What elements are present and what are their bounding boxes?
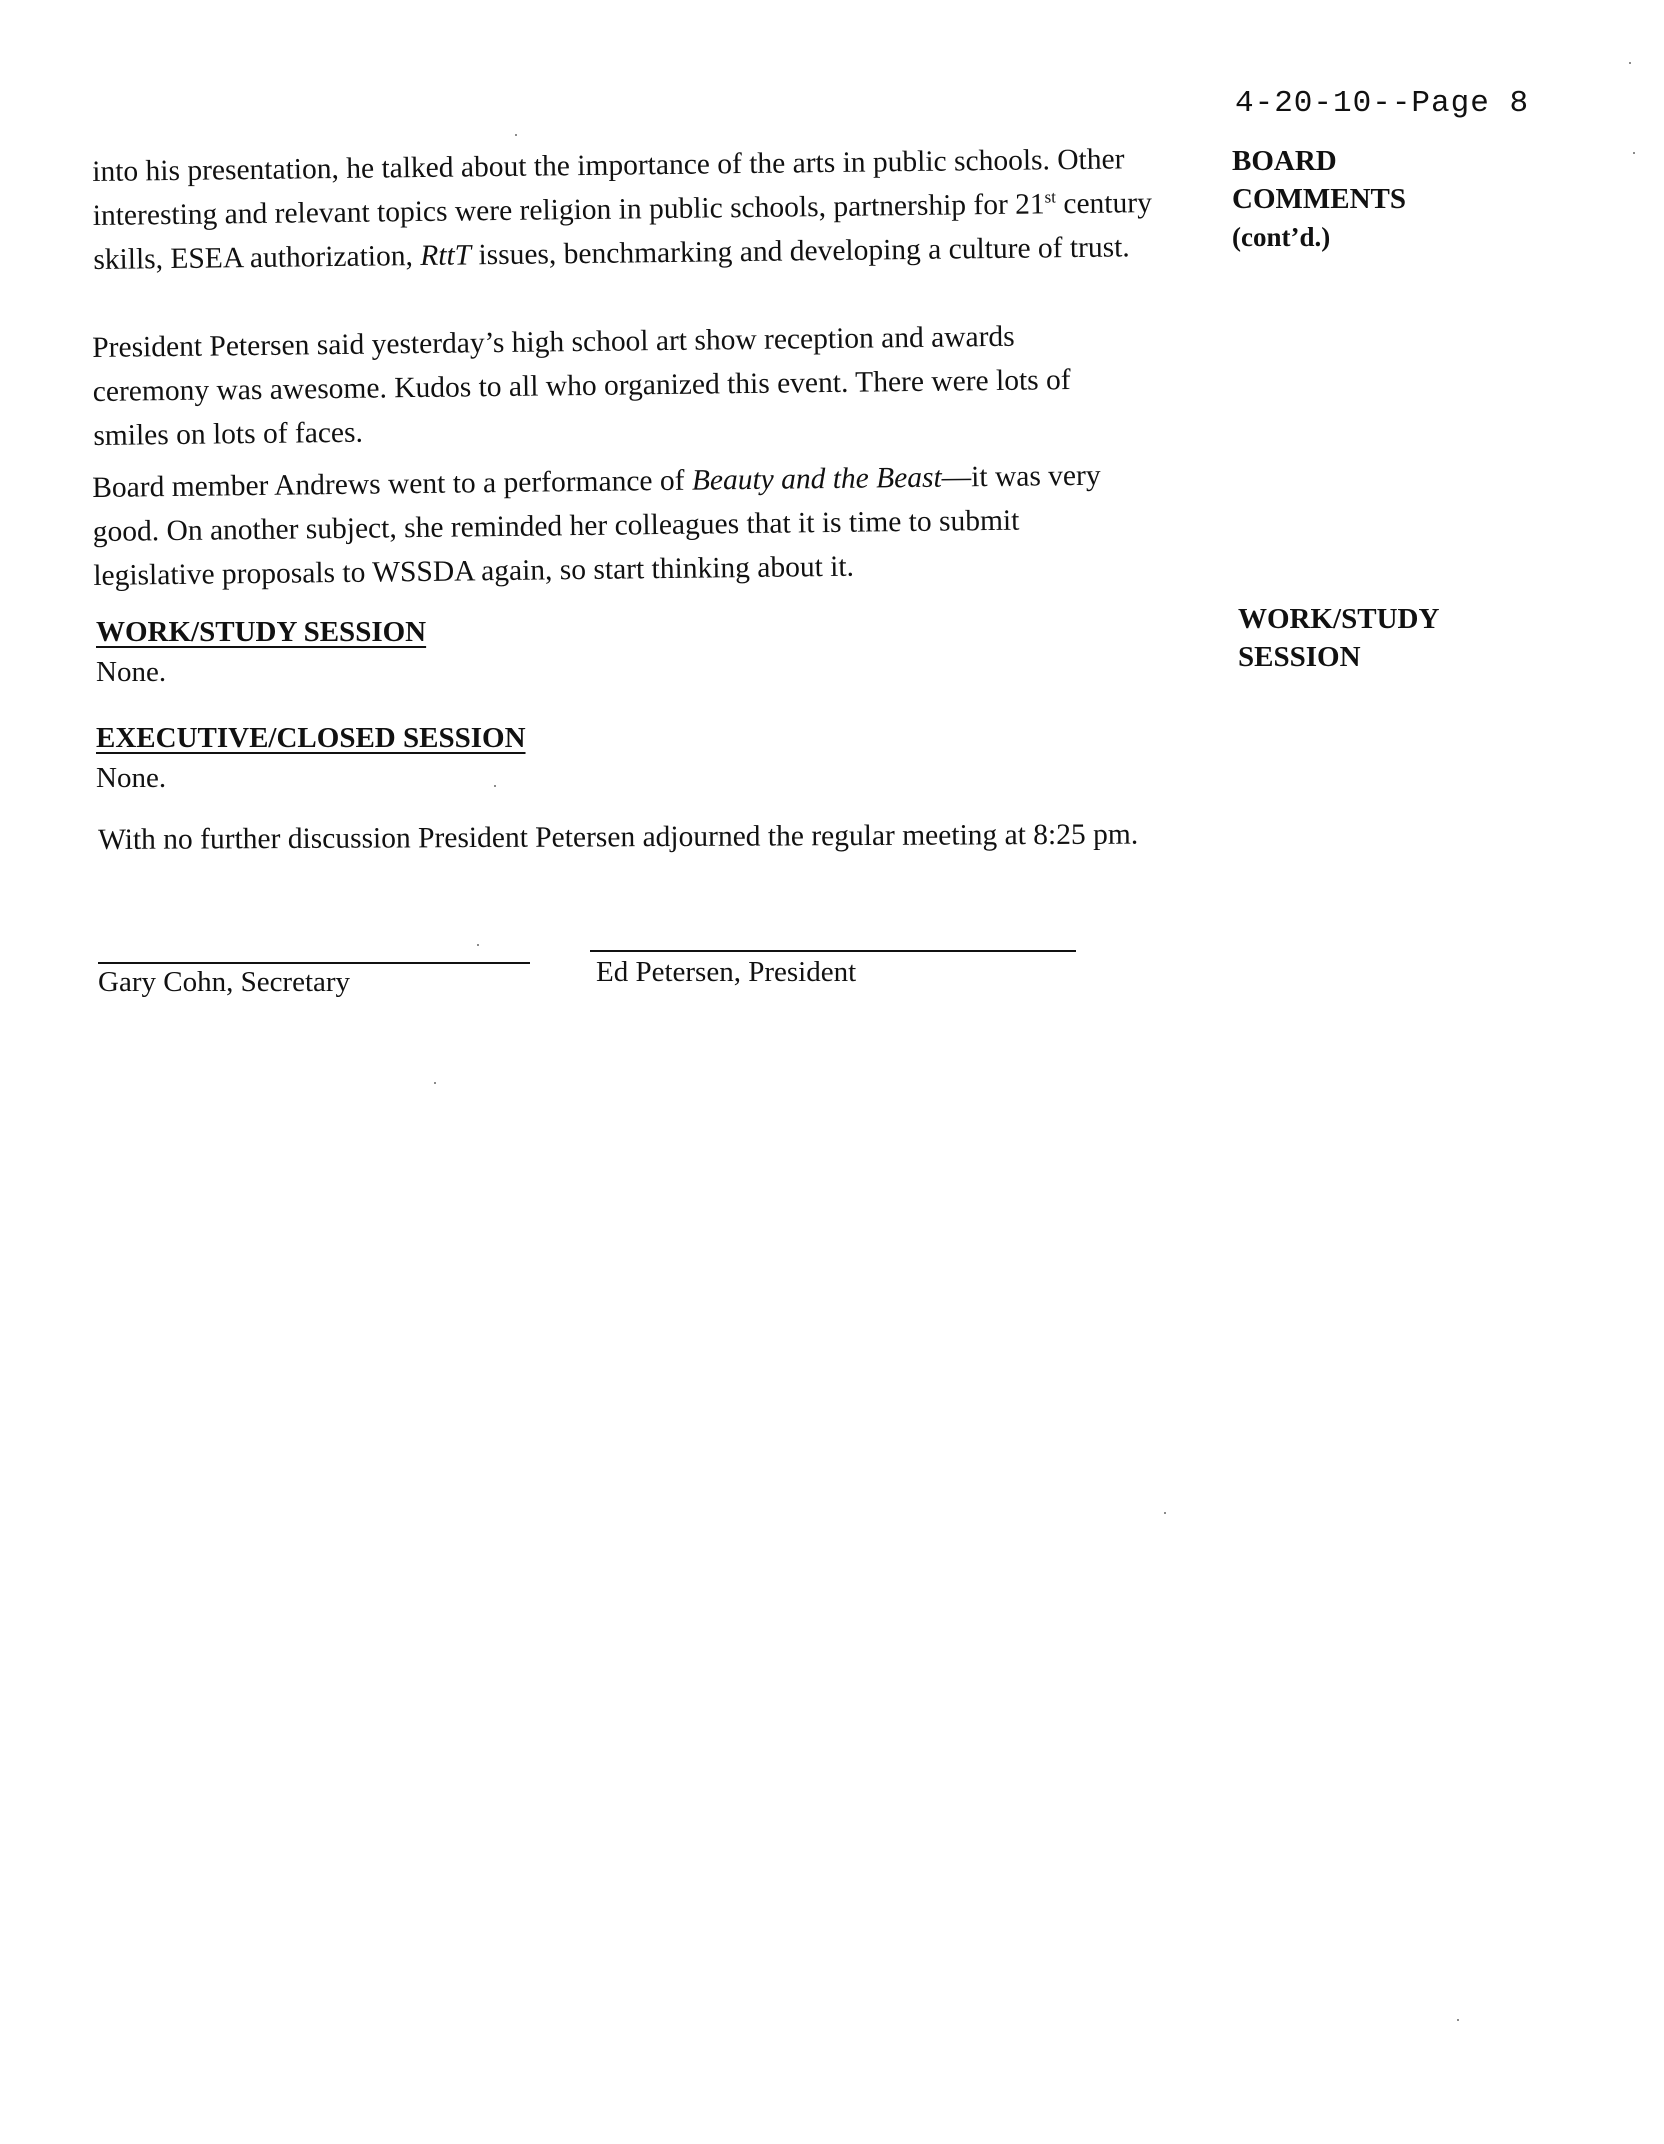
side-label-line: SESSION (1238, 641, 1361, 673)
executive-session-heading: EXECUTIVE/CLOSED SESSION (96, 722, 526, 754)
scan-speck (494, 785, 496, 787)
performance-title: Beauty and the Beast (691, 461, 942, 497)
paragraph-andrews-text-b: —it was very good. On another subject, she reminded her colleagues that it is time to submit legislative proposals to WSSDA again, so start thinking about it. (92, 459, 1101, 592)
paragraph-presentation-text-a: into his presentation, he talked about the importance of the arts in public schools. Other interesting and relevant topics were religion in public schools, partnership for 21 (92, 143, 1125, 232)
page-reference: 4-20-10--Page 8 (1235, 86, 1530, 121)
paragraph-art-show: President Petersen said yesterday’s high school art show reception and awards ceremony was awesome. Kudos to all who organized this event. There were lots of smiles on lots of faces. (92, 320, 1071, 452)
paragraph-presentation-text-b: century skills, ESEA authorization, (93, 187, 1153, 276)
rttt-term: RttT (420, 239, 472, 272)
adjournment-statement: With no further discussion President Petersen adjourned the regular meeting at 8:25 pm. (98, 818, 1139, 856)
scan-speck (1164, 1512, 1166, 1514)
executive-session-body: None. (96, 762, 167, 794)
scan-speck (515, 134, 517, 136)
work-study-body: None. (96, 656, 167, 688)
secretary-signature-line (98, 962, 530, 964)
paragraph-andrews (92, 453, 1134, 598)
president-signature-line (590, 950, 1076, 952)
paragraph-presentation-text-c: issues, benchmarking and developing a culture of trust. (470, 231, 1130, 272)
secretary-name: Gary Cohn, Secretary (98, 966, 351, 998)
side-label-work-study (1238, 600, 1439, 676)
president-name: Ed Petersen, President (596, 956, 857, 988)
scan-speck (1457, 2019, 1459, 2021)
paragraph-andrews-text-a: Board member Andrews went to a performance of (92, 464, 693, 504)
side-label-line: WORK/STUDY (1238, 603, 1440, 635)
paragraph-presentation (92, 137, 1174, 282)
scan-speck (434, 1082, 436, 1084)
side-label-line: BOARD (1232, 145, 1337, 177)
side-label-line: COMMENTS (1232, 183, 1406, 215)
side-label-board-comments (1232, 142, 1406, 256)
side-label-line: (cont’d.) (1232, 222, 1331, 252)
work-study-heading: WORK/STUDY SESSION (96, 616, 427, 648)
ordinal-suffix: st (1044, 187, 1057, 207)
scan-speck (477, 944, 479, 946)
scan-speck (1629, 62, 1631, 64)
scan-speck (1633, 152, 1635, 154)
